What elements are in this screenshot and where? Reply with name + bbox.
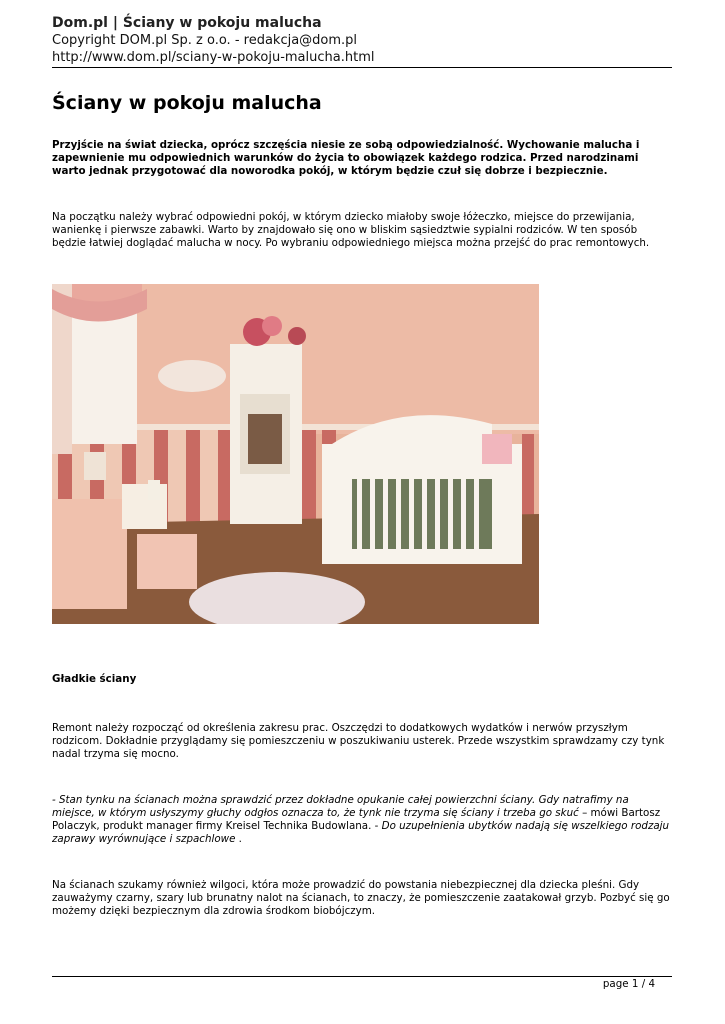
nursery-photo [52,284,539,624]
expert-quote [52,794,672,846]
page-number: page 1 / 4 [602,978,655,990]
document-header [52,14,672,66]
quote-attribution: – mówi Bartosz Polaczyk, produkt manager firmy Kreisel Technika Budowlana. - [52,807,661,832]
section-heading: Gładkie ściany [52,673,137,685]
article-lead: Przyjście na świat dziecka, oprócz szczęścia niesie ze sobą odpowiedzialność. Wychowanie malucha i zapewnienie mu odpowiednich warunków do życia to obowiązek każdego rodzica. Przed narodzinami warto jednak przygotować dla noworodka pokój, w którym będzie czuł się dobrze i bezpiecznie. [52,139,640,177]
header-divider [52,67,672,68]
article-title: Ściany w pokoju malucha [52,92,322,114]
site-title: Dom.pl | Ściany w pokoju malucha [52,15,322,31]
copyright-line: Copyright DOM.pl Sp. z o.o. - redakcja@dom.pl [52,33,358,48]
paragraph-3: Na ścianach szukamy również wilgoci, która może prowadzić do powstania niebezpiecznej dla dziecka pleśni. Gdy zauważymy czarny, szary lub brunatny nalot na ścianach, to znaczy, że pomieszczenie zaatakował grzyb. Pozbyć się go możemy dzięki bezpiecznym dla zdrowia środkom biobójczym. [52,879,670,917]
paragraph-1: Na początku należy wybrać odpowiedni pokój, w którym dziecko miałoby swoje łóżeczko, miejsce do przewijania, wanienkę i pierwsze zabawki. Warto by znajdowało się ono w bliskim sąsiedztwie sypialni rodziców. W ten sposób będzie łatwiej doglądać malucha w nocy. Po wybraniu odpowiedniego miejsca można przejść do prac remontowych. [52,211,650,249]
source-url: http://www.dom.pl/sciany-w-pokoju-malucha.html [52,50,375,65]
quote-text-2: Do uzupełnienia ubytków nadają się wszelkiego rodzaju zaprawy wyrównujące i szpachlowe [52,820,670,845]
quote-end: . [235,833,242,845]
footer-divider [52,976,672,977]
paragraph-2: Remont należy rozpocząć od określenia zakresu prac. Oszczędzi to dodatkowych wydatków i nerwów przyszłym rodzicom. Dokładnie przyglądamy się pomieszczeniu w poszukiwaniu usterek. Przede wszystkim sprawdzamy czy tynk nadal trzyma się mocno. [52,722,665,760]
quote-text-1: - Stan tynku na ścianach można sprawdzić przez dokładne opukanie całej powierzchni ściany. Gdy natrafimy na miejsce, w którym usłyszymy głuchy odgłos oznacza to, że tynk nie trzyma się ściany i trzeba go skuć [52,794,629,819]
